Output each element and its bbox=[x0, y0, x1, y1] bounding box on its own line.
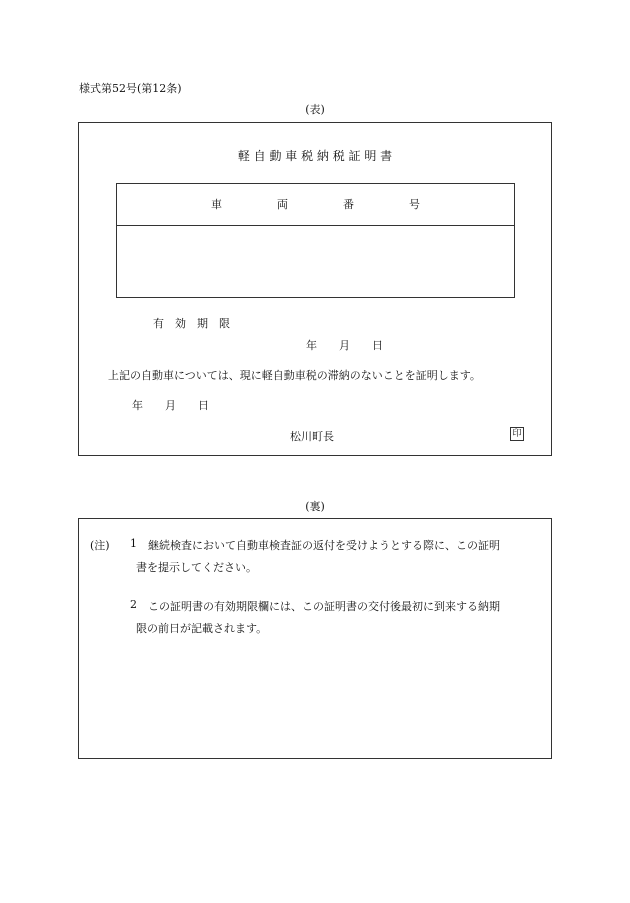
certification-text: 上記の自動車については、現に軽自動車税の滞納のないことを証明します。 bbox=[108, 369, 481, 382]
back-side-label: (裏) bbox=[305, 500, 325, 513]
validity-label: 有 効 期 限 bbox=[153, 317, 230, 330]
front-side-label: (表) bbox=[305, 103, 325, 116]
note-line: 継続検査において自動車検査証の返付を受けようとする際に、この証明 bbox=[148, 539, 500, 552]
validity-date: 年 月 日 bbox=[306, 339, 383, 352]
certificate-front bbox=[78, 122, 552, 456]
vehicle-number-table bbox=[116, 183, 515, 298]
issue-date: 年 月 日 bbox=[132, 399, 209, 412]
note-number: 2 bbox=[130, 598, 137, 611]
note-number: 1 bbox=[130, 537, 137, 550]
note-line: 限の前日が記載されます。 bbox=[136, 622, 268, 635]
note-line: この証明書の有効期限欄には、この証明書の交付後最初に到来する納期 bbox=[148, 600, 500, 613]
certificate-back bbox=[78, 518, 552, 759]
note-label: (注) bbox=[90, 539, 110, 552]
note-line: 書を提示してください。 bbox=[136, 561, 257, 574]
vehicle-number-header: 車 両 番 号 bbox=[117, 184, 514, 226]
vehicle-number-field[interactable] bbox=[117, 226, 514, 297]
certificate-title: 軽 自 動 車 税 納 税 証 明 書 bbox=[237, 149, 393, 163]
seal-mark: 印 bbox=[510, 427, 524, 441]
form-number: 様式第52号(第12条) bbox=[79, 82, 182, 95]
issuer: 松川町長 bbox=[290, 430, 334, 443]
